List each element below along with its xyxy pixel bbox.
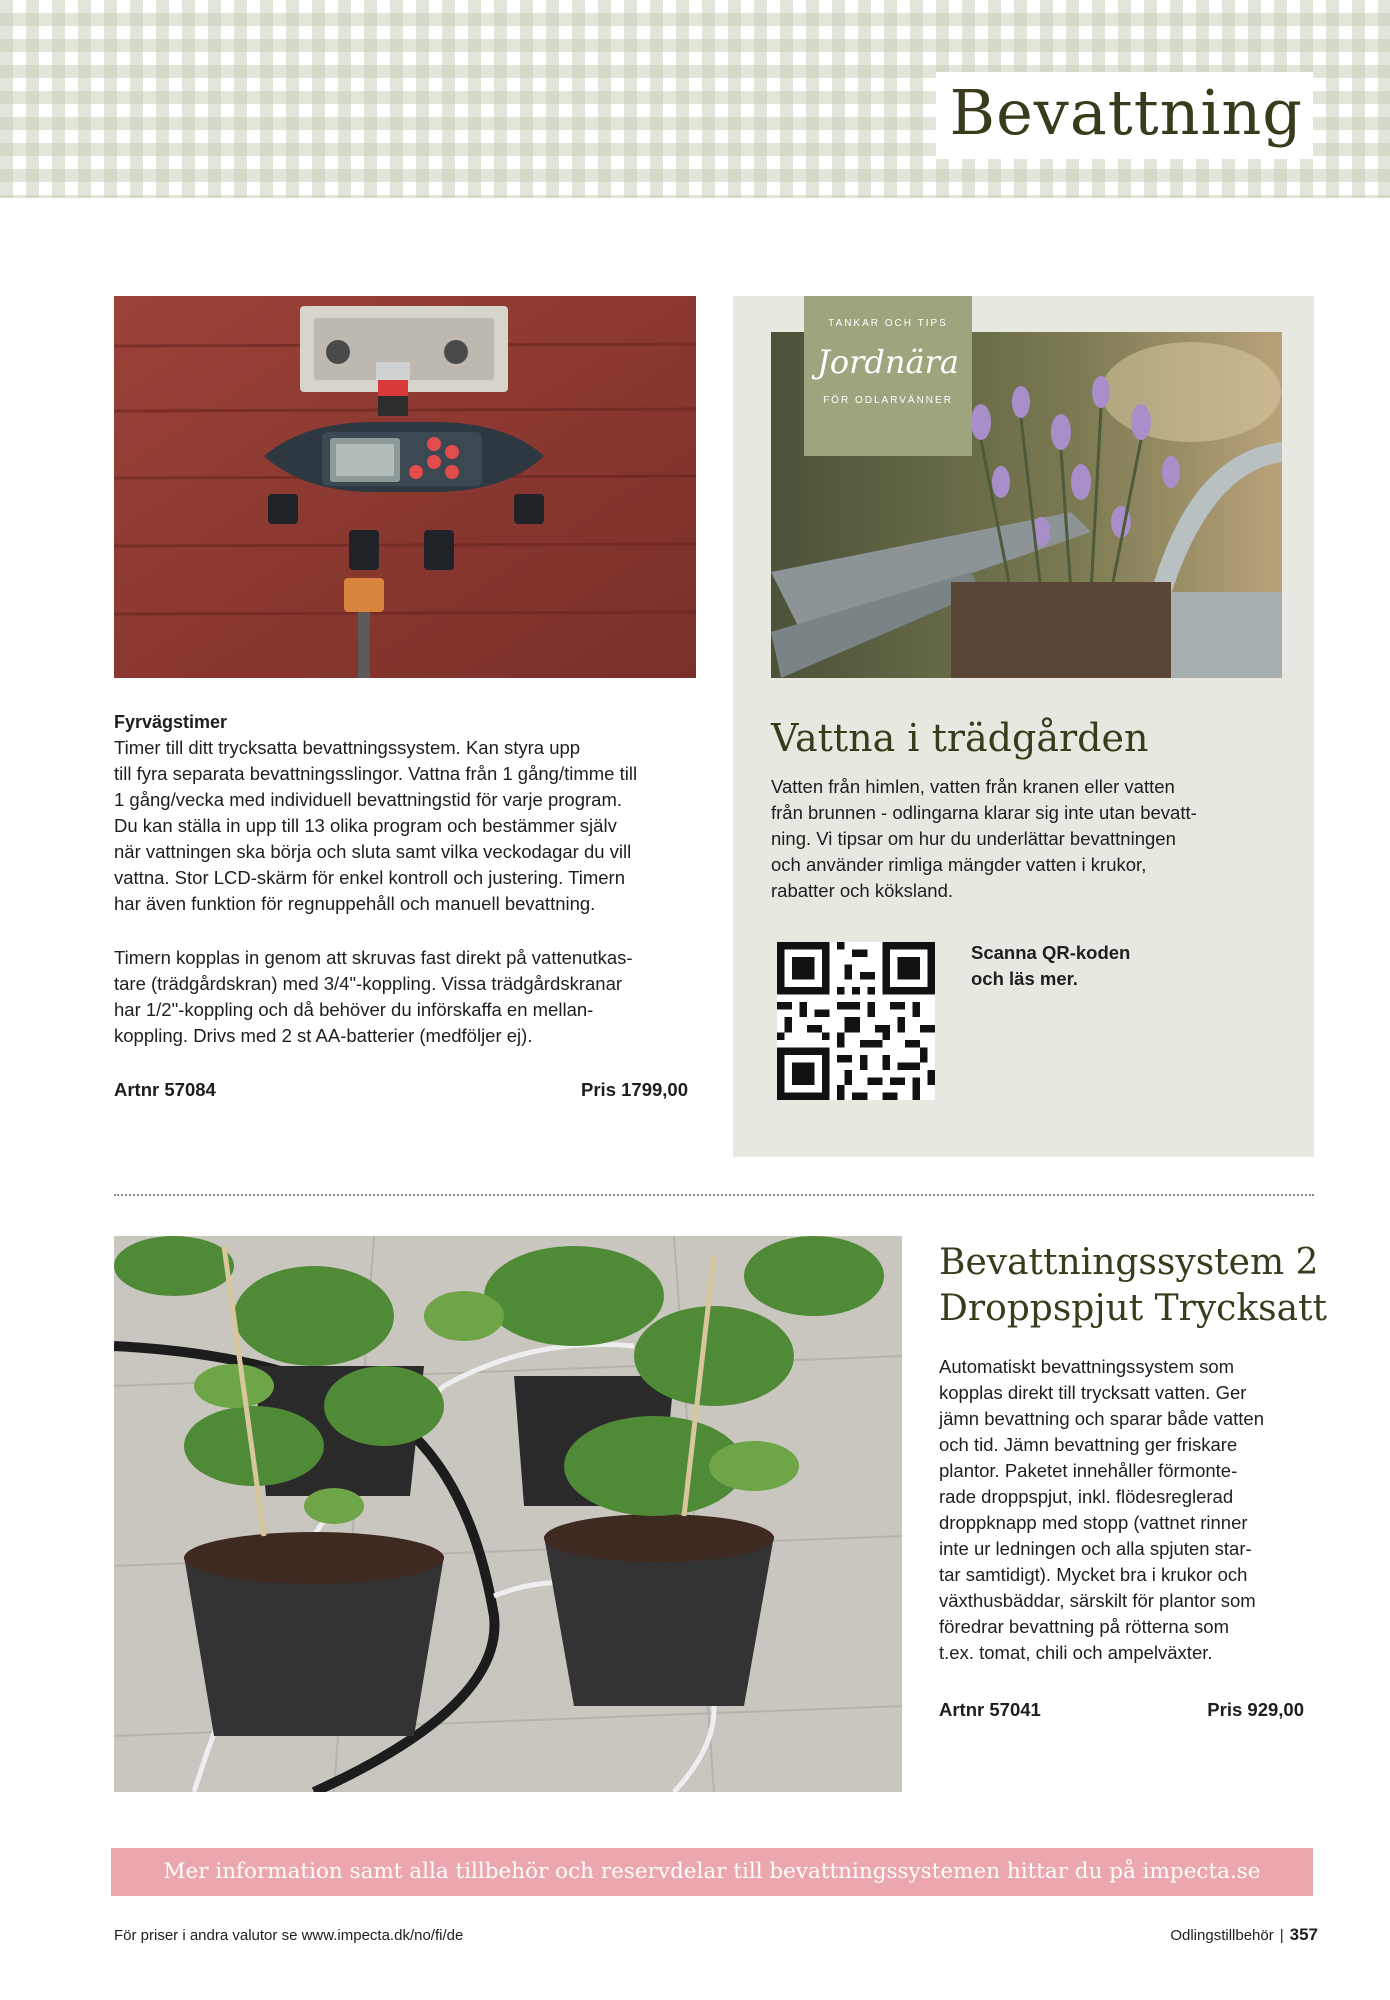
badge-bottom-text: FÖR ODLARVÄNNER	[823, 395, 953, 406]
qr-code-icon	[777, 942, 935, 1100]
timer-price: Pris 1799,00	[581, 1079, 688, 1100]
drip-heading-line1: Bevattningssystem 2	[939, 1242, 1319, 1283]
jordnara-badge	[804, 296, 972, 456]
timer-article-number: Artnr 57084	[114, 1079, 216, 1100]
footer-currency-note: För priser i andra valutor se www.impecta.dk/no/fi/de	[114, 1927, 464, 1944]
timer-description: Timer till ditt trycksatta bevattningssystem. Kan styra upp till fyra separata bevattningsslingor. Vattna från 1 gång/timme till 1 gång/vecka med individuell bevattningstid för varje program. Du kan ställa in upp till 13 olika program och bestämmer själv när vattningen ska börja och sluta samt vilka veckodagar du vill vattna. Stor LCD-skärm för enkel kontroll och justering. Timern har även funktion för regnuppehåll och manuell bevattning.	[114, 737, 638, 914]
info-banner: Mer information samt alla tillbehör och reservdelar till bevattningssystemen hittar du på impecta.se	[111, 1848, 1313, 1896]
tomato-pots-illustration	[114, 1236, 902, 1792]
info-heading: Vattna i trädgården	[771, 716, 1149, 760]
page-title: Bevattning	[936, 72, 1313, 159]
timer-illustration	[114, 296, 696, 678]
drip-price: Pris 929,00	[1207, 1699, 1304, 1720]
qr-caption: Scanna QR-koden och läs mer.	[971, 942, 1131, 989]
timer-product-name: Fyrvägstimer	[114, 712, 228, 732]
drip-article-number: Artnr 57041	[939, 1699, 1041, 1720]
page-number: 357	[1289, 1925, 1318, 1944]
drip-heading-line2: Droppspjut Trycksatt	[939, 1288, 1328, 1329]
badge-top-text: TANKAR OCH TIPS	[828, 318, 948, 329]
drip-irrigation-photo	[114, 1236, 902, 1792]
qr-code[interactable]	[777, 942, 935, 1100]
footer-separator: |	[1279, 1927, 1284, 1944]
timer-installation-text: Timern kopplas in genom att skruvas fast direkt på vattenutkas- tare (trädgårdskran) med 3/4"-koppling. Vissa trädgårdskranar har 1/2"-koppling och då behöver du införskaffa en mellan- koppling. Drivs med 2 st AA-batterier (medföljer ej).	[114, 947, 633, 1046]
footer-page-info	[1170, 1925, 1318, 1945]
info-text: Vatten från himlen, vatten från kranen eller vatten från brunnen - odlingarna klarar sig inte utan bevatt- ning. Vi tipsar om hur du underlättar bevattningen och använder rimliga mängder vatten i krukor, rabatter och köksland.	[771, 776, 1197, 901]
timer-product-photo	[114, 296, 696, 678]
drip-description: Automatiskt bevattningssystem som kopplas direkt till trycksatt vatten. Ger jämn bevattning och sparar både vatten och tid. Jämn bevattning ger friskare plantor. Paketet innehåller förmonte- rade droppspjut, inkl. flödesreglerad droppknapp med stopp (vattnet rinner inte ur ledningen och alla spjuten star- tar samtidigt). Mycket bra i krukor och växthusbäddar, särskilt för plantor som föredrar bevattning på rötterna som t.ex. tomat, chili och ampelväxter.	[939, 1356, 1264, 1663]
footer-section-name: Odlingstillbehör	[1170, 1927, 1274, 1944]
badge-script-logo: Jordnära	[817, 343, 959, 381]
section-divider	[114, 1194, 1314, 1196]
